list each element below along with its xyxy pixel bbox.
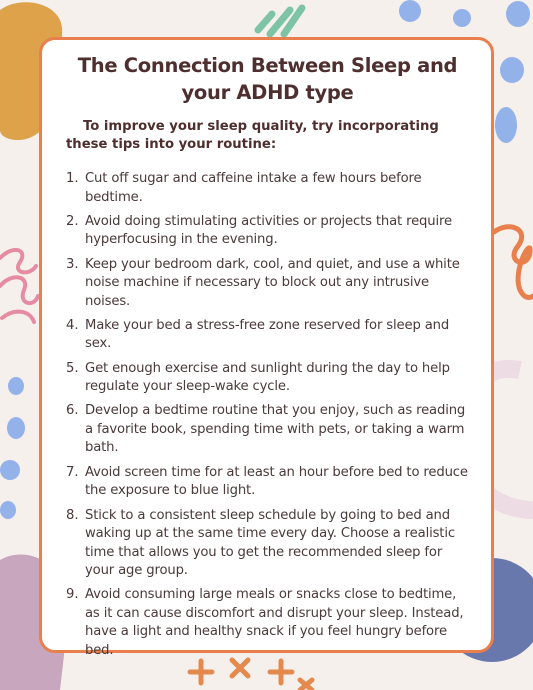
orange-crosses-shape <box>190 660 312 690</box>
list-item-text: Develop a bedtime routine that you enjoy, such as reading a favorite book, spending time with pets, or taking a warm bath. <box>85 403 466 456</box>
tips-list <box>66 170 469 660</box>
list-item <box>66 586 469 660</box>
list-item-number: 1. <box>66 171 79 186</box>
list-item-text: Keep your bedroom dark, cool, and quiet, and use a white noise machine if necessary to block out any intrusive noises. <box>85 256 460 309</box>
list-item-text: Avoid screen time for at least an hour before bed to reduce the exposure to blue light. <box>85 464 468 499</box>
list-item-number: 3. <box>66 256 79 272</box>
list-item-text: Avoid consuming large meals or snacks close to bedtime, as it can cause discomfort and disrupt your sleep. Instead, have a light and healthy snack if you feel hungry before bed. <box>85 587 464 658</box>
list-item-number: 9. <box>66 587 79 603</box>
list-item-number: 8. <box>66 507 79 523</box>
list-item <box>66 464 469 501</box>
page-title: The Connection Between Sleep and your ADHD type <box>77 54 458 104</box>
list-item-text: Make your bed a stress-free zone reserved for sleep and sex. <box>85 317 450 352</box>
list-item <box>66 402 469 458</box>
intro-text: To improve your sleep quality, try incorporating these tips into your routine: <box>66 119 439 152</box>
list-item <box>66 170 469 207</box>
list-item <box>66 213 469 250</box>
tips-card <box>39 37 494 658</box>
list-item-number: 2. <box>66 213 79 229</box>
list-item-text: Get enough exercise and sunlight during the day to help regulate your sleep-wake cycle. <box>85 360 450 395</box>
list-item <box>66 317 469 354</box>
list-item-number: 6. <box>66 403 79 419</box>
list-item <box>66 507 469 581</box>
pink-squiggle-shape <box>0 250 38 322</box>
list-item-number: 7. <box>66 464 79 480</box>
list-item-number: 5. <box>66 360 79 376</box>
blue-dots-left <box>0 377 25 519</box>
list-item <box>66 256 469 312</box>
list-item <box>66 360 469 397</box>
list-item-number: 4. <box>66 317 79 333</box>
list-item-text: Cut off sugar and caffeine intake a few hours before bedtime. <box>85 171 422 205</box>
list-item-text: Avoid doing stimulating activities or projects that require hyperfocusing in the evening. <box>85 213 452 248</box>
list-item-text: Stick to a consistent sleep schedule by going to bed and waking up at the same time every day. Choose a realistic time that allows you to get the recommended sleep for your age group. <box>85 507 455 579</box>
mint-squiggle-shape <box>258 8 302 34</box>
orange-squiggle-shape <box>494 227 533 298</box>
